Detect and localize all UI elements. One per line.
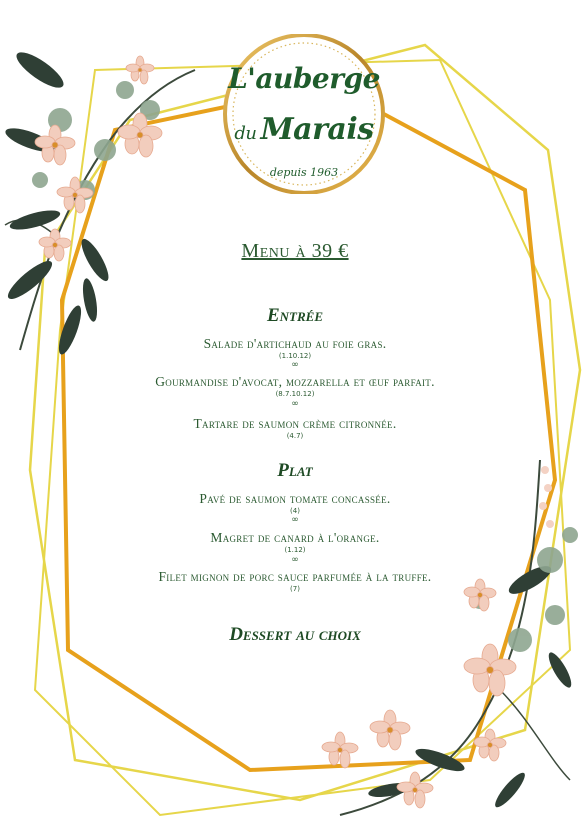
logo-line-2 [204,112,404,147]
logo-line-1: L'auberge [228,62,380,95]
dish-name: Tartare de saumon crème citronnée. [193,416,397,431]
dish-allergens: (8.7.10.12) [275,390,315,398]
logo-line-2-main: Marais [260,112,374,147]
dish-allergens: (7) [290,585,300,593]
section-title-plat: Plat [277,460,313,481]
dish-name: Magret de canard à l'orange. [210,530,380,545]
dish-allergens: (1.10.12) [278,352,312,360]
dish-allergens: (4) [290,507,300,515]
separator: ∞ [291,555,299,565]
logo-since: depuis 1963 [269,166,339,179]
dish-allergens: (1.12) [284,546,306,554]
separator: ∞ [291,360,299,370]
separator: ∞ [291,515,299,525]
section-title-entree: Entrée [266,305,323,326]
dish-name: Salade d'artichaud au foie gras. [203,336,387,351]
dish-name: Filet mignon de porc sauce parfumée à la truffe. [158,569,432,584]
dish-name: Gourmandise d'avocat, mozzarella et œuf parfait. [155,374,435,389]
logo-line-2-prefix: du [234,123,257,144]
separator: ∞ [291,399,299,409]
section-title-dessert: Dessert au choix [229,624,361,645]
menu-title: Menu à 39 € [241,240,349,262]
dish-allergens: (4.7) [286,432,304,440]
dish-name: Pavé de saumon tomate concassée. [199,491,391,506]
restaurant-logo [204,34,404,194]
